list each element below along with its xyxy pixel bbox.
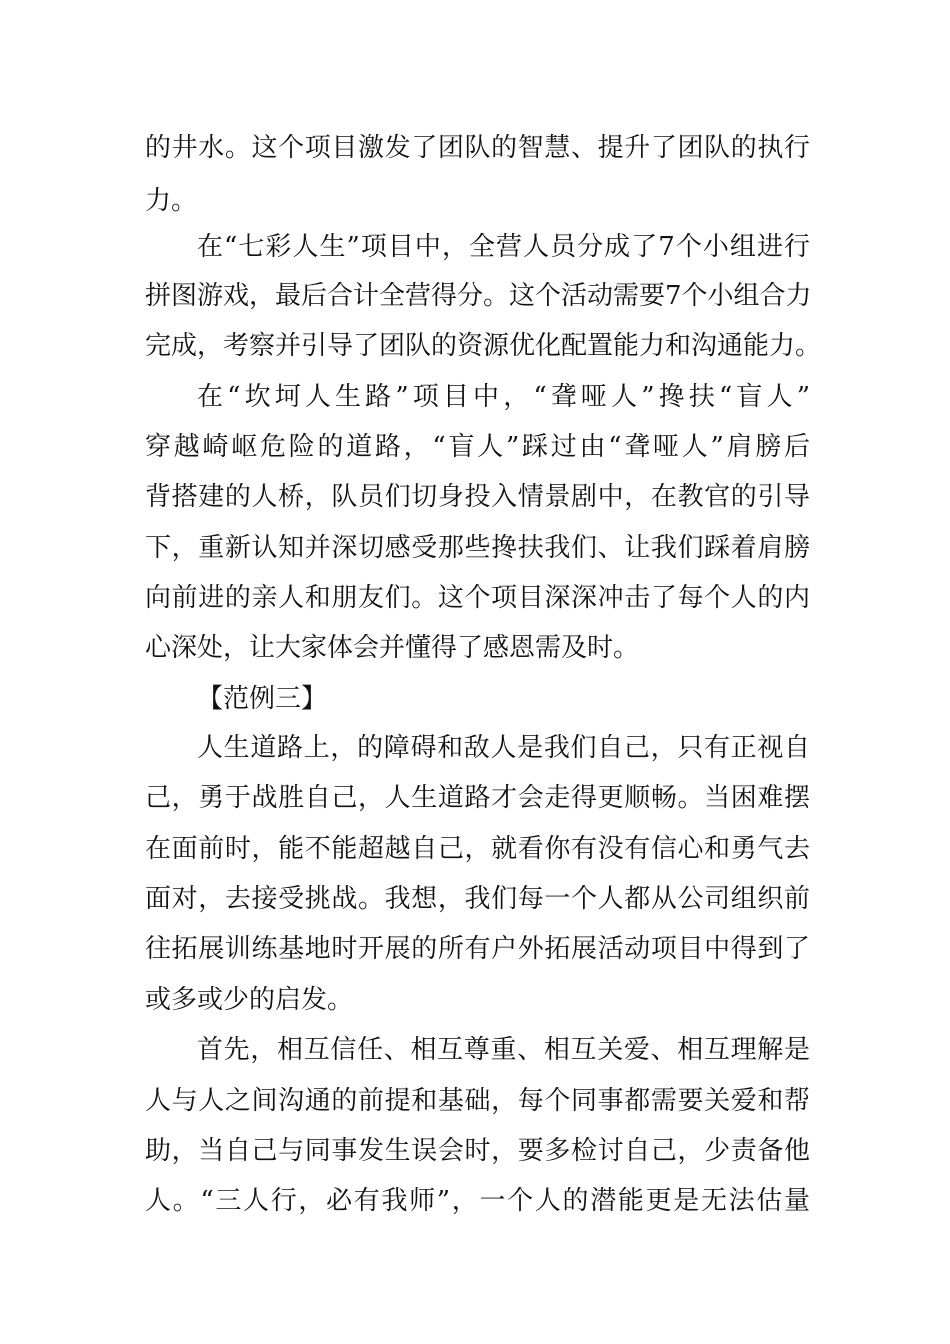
text-line: 或多或少的启发。 [145,985,354,1015]
text-line: 首先，相互信任、相互尊重、相互关爱、相互理解是 [197,1035,810,1065]
text-line: 往拓展训练基地时开展的所有户外拓展活动项目中得到了 [145,934,810,964]
text-line: 助，当自己与同事发生误会时，要多检讨自己，少责备他 [145,1136,810,1166]
text-line: 人生道路上，的障碍和敌人是我们自己，只有正视自 [197,733,810,763]
text-line: 人。“三人行，必有我师”，一个人的潜能更是无法估量 [145,1186,810,1216]
text-line: 拼图游戏，最后合计全营得分。这个活动需要7个小组合力 [145,281,812,311]
text-line: 人与人之间沟通的前提和基础，每个同事都需要关爱和帮 [145,1086,810,1116]
text-line: 在“坎坷人生路”项目中，“聋哑人”搀扶“盲人” [197,382,810,412]
text-line: 面对，去接受挑战。我想，我们每一个人都从公司组织前 [145,884,810,914]
text-line: 的井水。这个项目激发了团队的智慧、提升了团队的执行 [145,133,810,163]
text-line: 向前进的亲人和朋友们。这个项目深深冲击了每个人的内 [145,583,810,613]
text-line: 穿越崎岖危险的道路，“盲人”踩过由“聋哑人”肩膀后 [145,432,810,462]
section-heading: 【范例三】 [197,684,328,714]
text-line: 己，勇于战胜自己，人生道路才会走得更顺畅。当困难摆 [145,783,810,813]
text-line: 在“七彩人生”项目中，全营人员分成了7个小组进行 [197,232,810,262]
text-line: 完成，考察并引导了团队的资源优化配置能力和沟通能力。 [145,331,822,361]
text-line: 下，重新认知并深切感受那些搀扶我们、让我们踩着肩膀 [145,533,810,563]
text-line: 在面前时，能不能超越自己，就看你有没有信心和勇气去 [145,834,810,864]
text-line: 背搭建的人桥，队员们切身投入情景剧中，在教官的引导 [145,482,810,512]
text-line: 心深处，让大家体会并懂得了感恩需及时。 [145,633,640,663]
text-line: 力。 [145,186,198,216]
